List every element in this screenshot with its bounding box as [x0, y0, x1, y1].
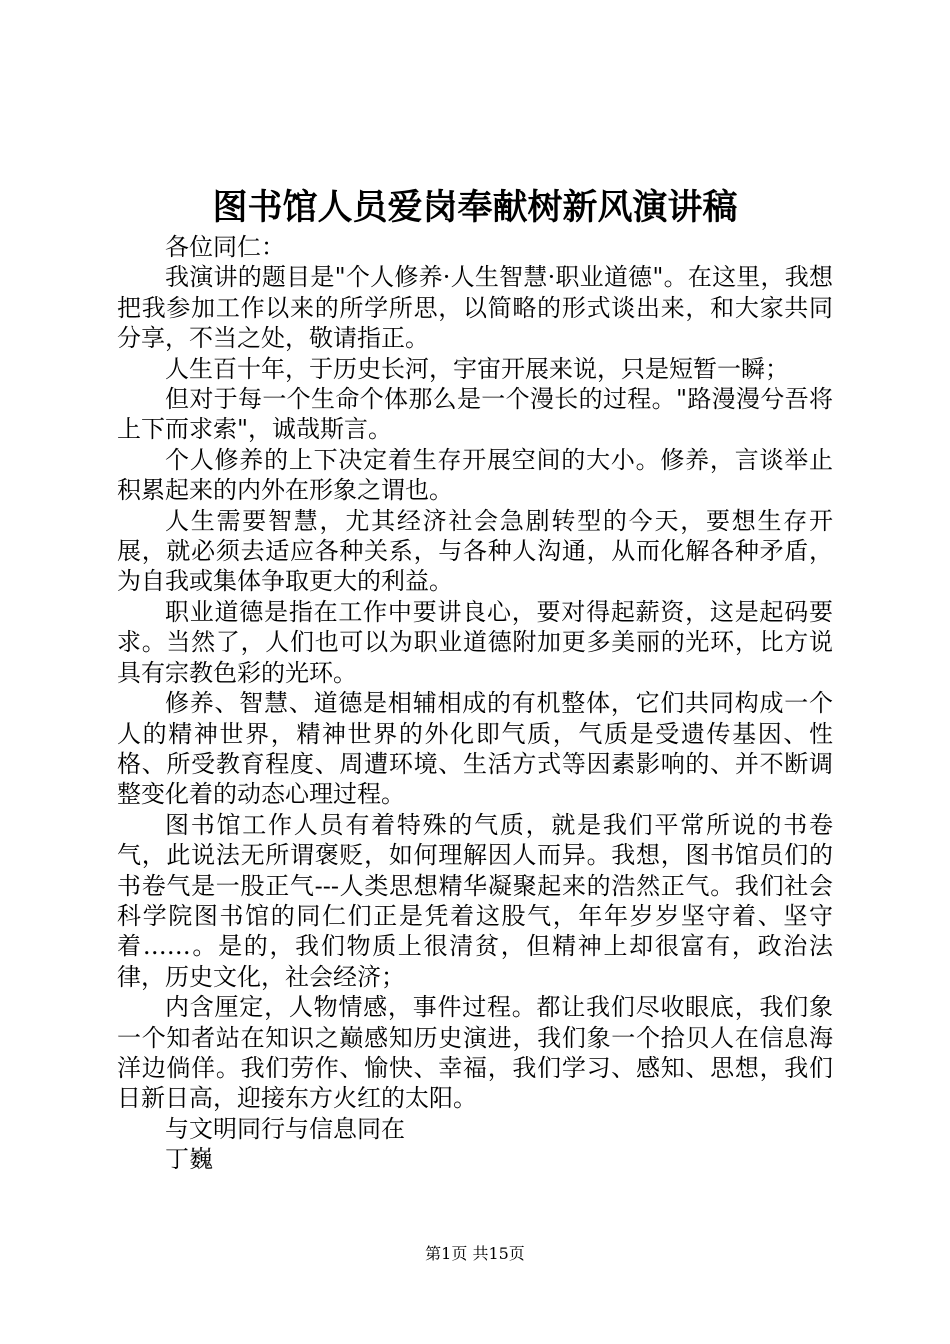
paragraph: 我演讲的题目是"个人修养·人生智慧·职业道德"。在这里，我想把我参加工作以来的所学所思，以简略的形式谈出来，和大家共同分享，不当之处，敬请指正。 [117, 263, 833, 353]
paragraph: 内含厘定，人物情感，事件过程。都让我们尽收眼底，我们象一个知者站在知识之巅感知历史演进，我们象一个拾贝人在信息海洋边倘佯。我们劳作、愉快、幸福，我们学习、感知、思想，我们日新日高，迎接东方火红的太阳。 [117, 993, 833, 1113]
paragraph: 图书馆工作人员有着特殊的气质，就是我们平常所说的书卷气，此说法无所谓褒贬，如何理解因人而异。我想，图书馆员们的书卷气是一股正气---人类思想精华凝聚起来的浩然正气。我们社会科学院图书馆的同仁们正是凭着这股气，年年岁岁坚守着、坚守着……。是的，我们物质上很清贫，但精神上却很富有，政治法律，历史文化，社会经济； [117, 810, 833, 991]
paragraph: 人生需要智慧，尤其经济社会急剧转型的今天，要想生存开展，就必须去适应各种关系，与各种人沟通，从而化解各种矛盾，为自我或集体争取更大的利益。 [117, 506, 833, 596]
paragraph: 人生百十年，于历史长河，宇宙开展来说，只是短暂一瞬； [165, 354, 789, 383]
author-signature: 丁巍 [165, 1145, 213, 1174]
salutation: 各位同仁： [165, 233, 285, 261]
closing-line: 与文明同行与信息同在 [165, 1114, 405, 1143]
document-body [117, 232, 833, 1175]
page-number-footer: 第1页 共15页 [425, 1244, 525, 1263]
paragraph: 修养、智慧、道德是相辅相成的有机整体，它们共同构成一个人的精神世界，精神世界的外化即气质，气质是受遗传基因、性格、所受教育程度、周遭环境、生活方式等因素影响的、并不断调整变化着的动态心理过程。 [117, 689, 833, 809]
paragraph: 个人修养的上下决定着生存开展空间的大小。修养，言谈举止积累起来的内外在形象之谓也。 [117, 445, 833, 505]
document-title: 图书馆人员爱岗奉献树新风演讲稿 [212, 187, 738, 228]
paragraph: 但对于每一个生命个体那么是一个漫长的过程。"路漫漫兮吾将上下而求索"，诚哉斯言。 [117, 385, 833, 444]
paragraph: 职业道德是指在工作中要讲良心，要对得起薪资，这是起码要求。当然了，人们也可以为职业道德附加更多美丽的光环，比方说具有宗教色彩的光环。 [117, 597, 833, 687]
